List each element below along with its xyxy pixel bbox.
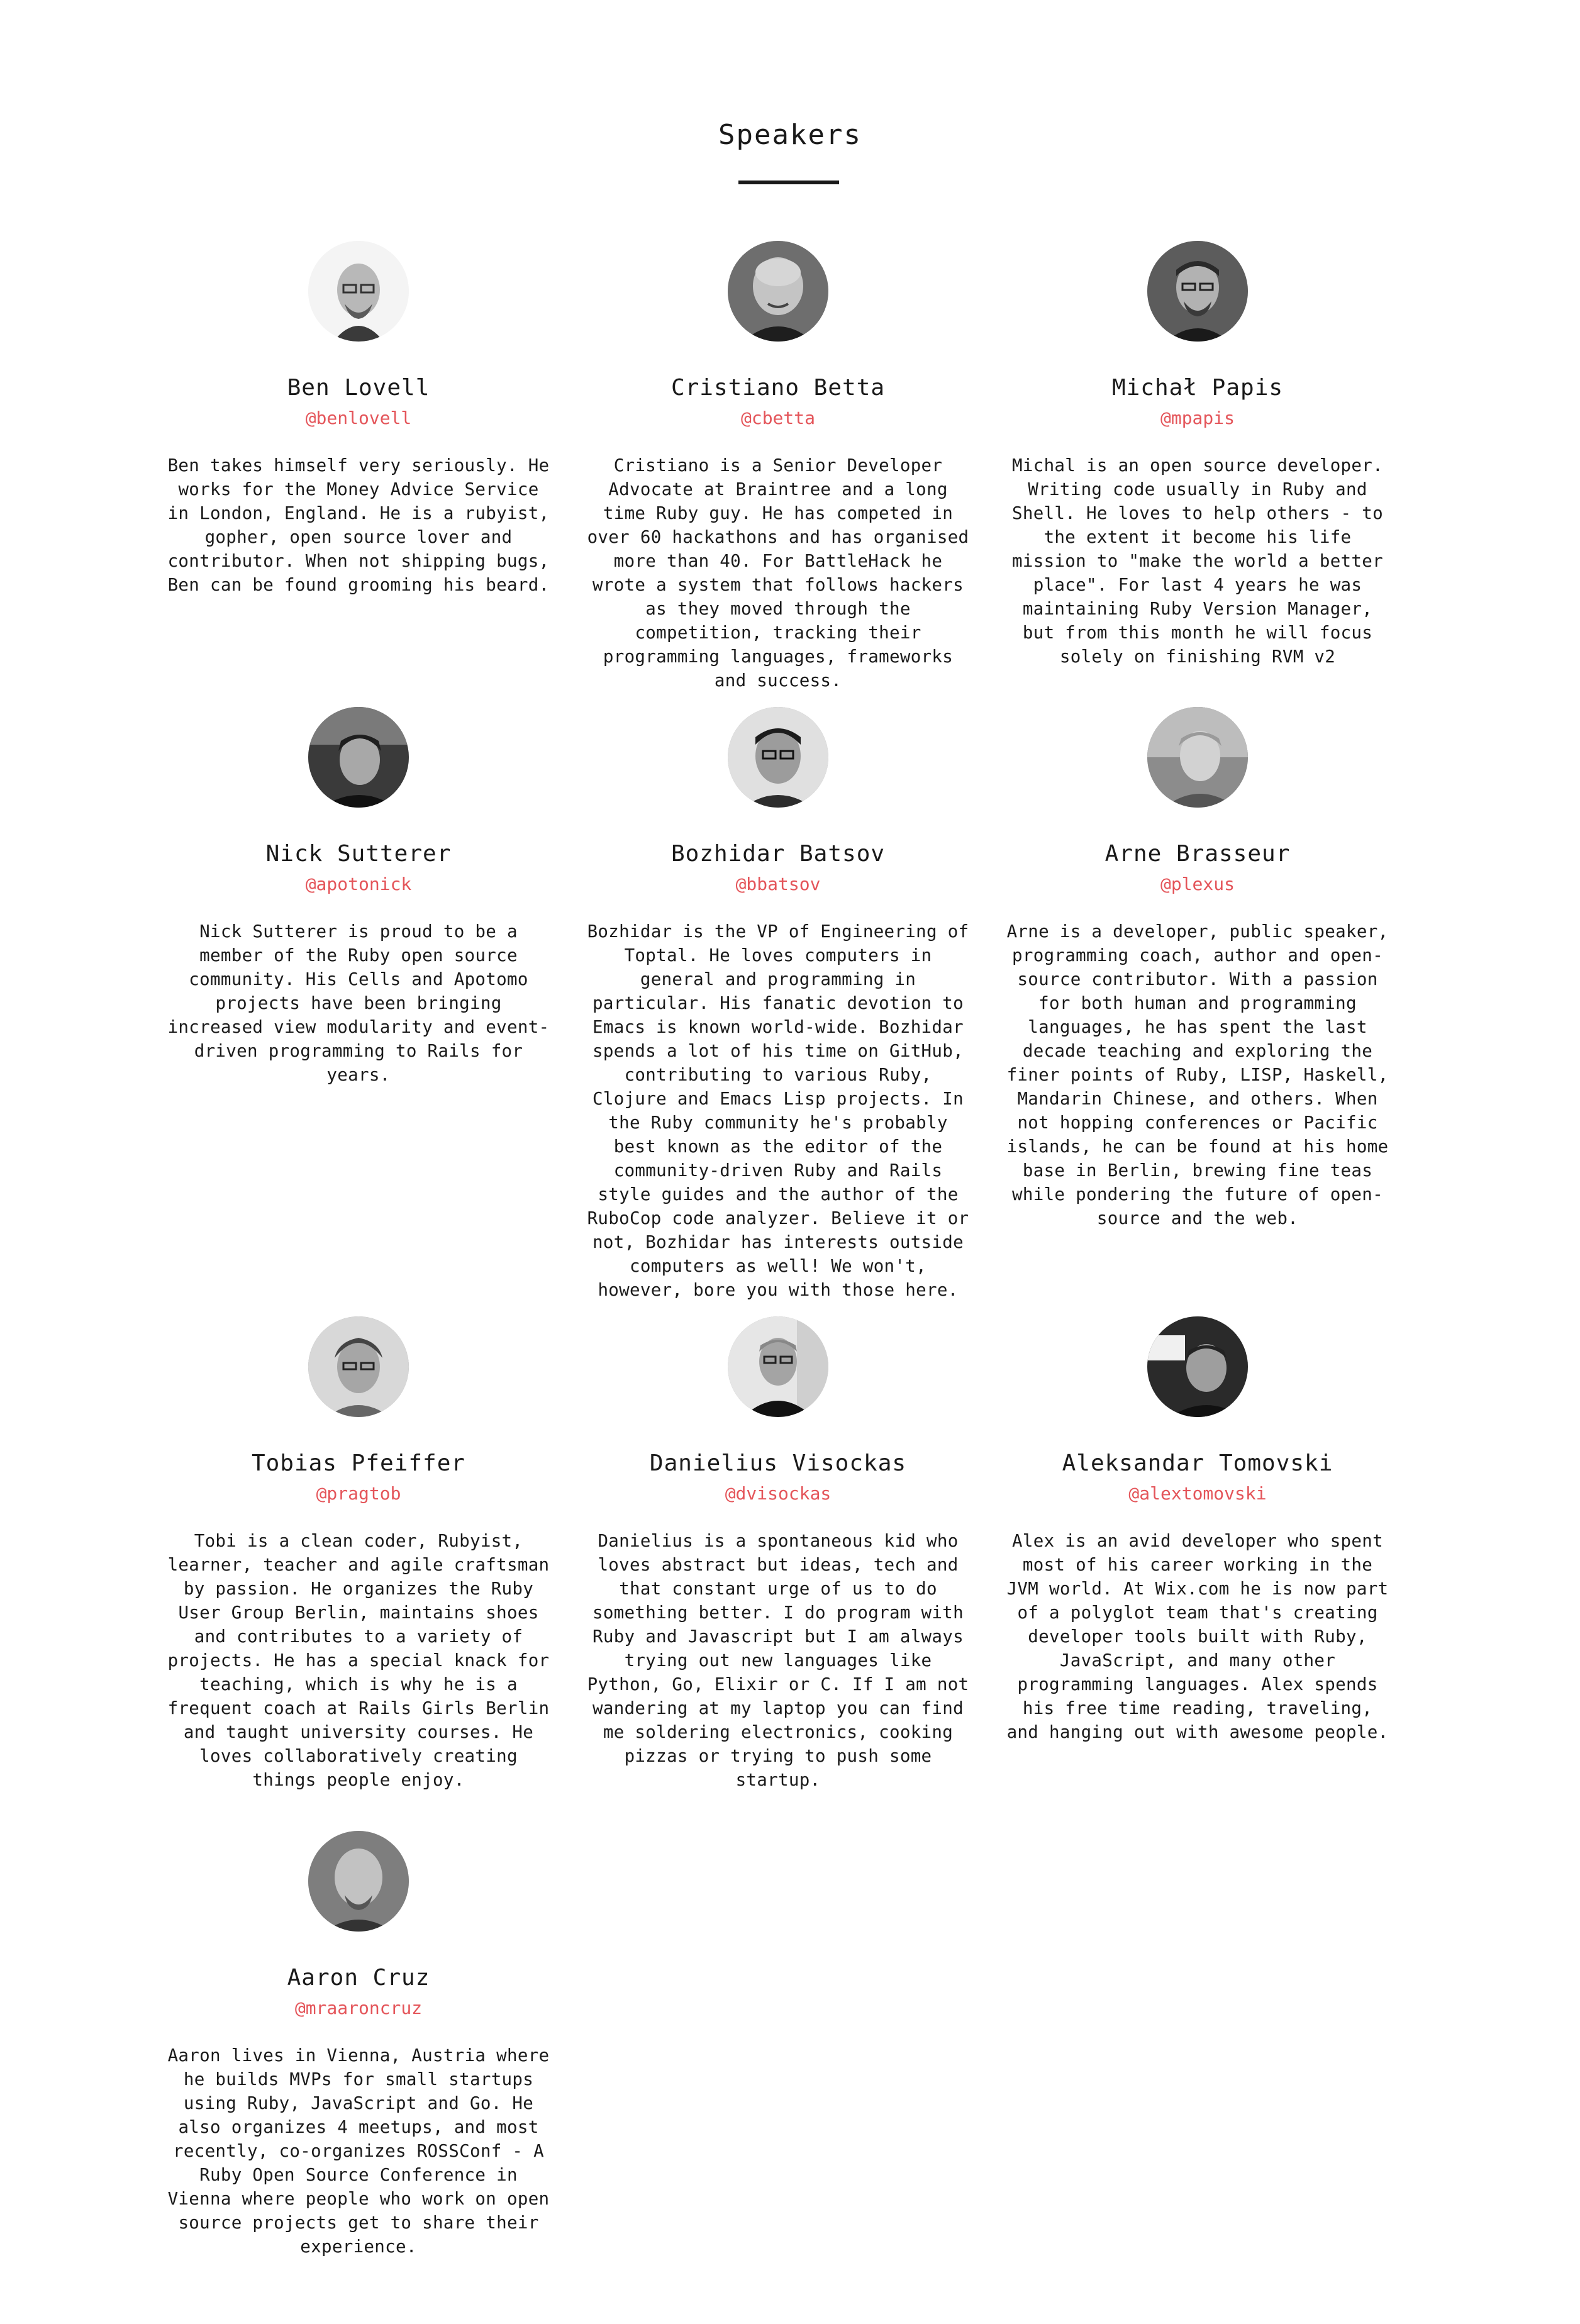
speaker-card <box>583 1316 973 1792</box>
speaker-avatar <box>728 241 828 342</box>
speaker-card <box>1003 707 1393 1230</box>
speaker-handle-link[interactable]: @mraaroncruz <box>294 1998 423 2018</box>
speaker-handle-link[interactable]: @mpapis <box>1160 408 1235 428</box>
speaker-bio: Cristiano is a Senior Developer Advocate at Braintree and a long time Ruby guy. He has competed in over 60 hackathons and has organised more than 40. For BattleHack he wrote a system that follows hackers as they moved through the competition, tracking their programming languages, frameworks and success. <box>587 455 969 691</box>
speaker-avatar <box>1147 707 1248 808</box>
speaker-name: Arne Brasseur <box>1104 841 1291 867</box>
speaker-bio: Nick Sutterer is proud to be a member of the Ruby open source community. His Cells and Apotomo projects have been bringing increased view modularity and event-driven programming to Rails for years. <box>167 921 550 1085</box>
speaker-avatar <box>728 707 828 808</box>
speaker-bio: Ben takes himself very seriously. He works for the Money Advice Service in London, England. He is a rubyist, gopher, open source lover and contributor. When not shipping bugs, Ben can be found grooming his beard. <box>167 455 550 595</box>
speaker-name: Nick Sutterer <box>265 841 452 867</box>
speaker-name: Aaron Cruz <box>287 1965 430 1991</box>
speaker-card <box>164 707 554 1087</box>
speaker-avatar <box>1147 241 1248 342</box>
speaker-name: Bozhidar Batsov <box>670 841 886 867</box>
speaker-name: Tobias Pfeiffer <box>251 1450 466 1476</box>
speaker-bio: Tobi is a clean coder, Rubyist, learner, teacher and agile craftsman by passion. He organizes the Ruby User Group Berlin, maintains shoes and contributes to a variety of projects. He has a special knack for teaching, which is why he is a frequent coach at Rails Girls Berlin and taught university courses. He loves collaboratively creating things people enjoy. <box>167 1531 550 1790</box>
speaker-handle-link[interactable]: @apotonick <box>305 874 412 894</box>
speaker-handle-link[interactable]: @alextomovski <box>1128 1483 1267 1504</box>
speaker-name: Danielius Visockas <box>649 1450 907 1476</box>
speaker-avatar <box>1147 1316 1248 1417</box>
speaker-bio: Michal is an open source developer. Writing code usually in Ruby and Shell. He loves to help others - to the extent it become his life mission to "make the world a better place". For last 4 years he was maintaining Ruby Version Manager, but from this month he will focus solely on finishing RVM v2 <box>1012 455 1383 667</box>
speaker-handle-link[interactable]: @pragtob <box>316 1483 401 1504</box>
speaker-bio: Aaron lives in Vienna, Austria where he builds MVPs for small startups using Ruby, JavaScript and Go. He also organizes 4 meetups, and most recently, co-organizes ROSSConf - A Ruby Open Source Conference in Vienna where people who work on open source projects get to share their experience. <box>167 2045 550 2257</box>
speaker-handle-link[interactable]: @benlovell <box>305 408 412 428</box>
speaker-bio: Alex is an avid developer who spent most of his career working in the JVM world. At Wix.com he is now part of a polyglot team that's creating developer tools built with Ruby, JavaScript, and many other programming languages. Alex spends his free time reading, traveling, and hanging out with awesome people. <box>1006 1531 1389 1742</box>
speaker-name: Michał Papis <box>1111 375 1284 401</box>
speaker-card <box>583 241 973 692</box>
section-title: Speakers <box>718 119 862 151</box>
speaker-handle-link[interactable]: @cbetta <box>740 408 815 428</box>
speaker-bio: Bozhidar is the VP of Engineering of Toptal. He loves computers in general and programming in particular. His fanatic devotion to Emacs is known world-wide. Bozhidar spends a lot of his time on GitHub, contributing to various Ruby, Clojure and Emacs Lisp projects. In the Ruby community he's probably best known as the editor of the community-driven Ruby and Rails style guides and the author of the RuboCop code analyzer. Believe it or not, Bozhidar has interests outside computers as well! We won't, however, bore you with those here. <box>587 921 969 1300</box>
speaker-avatar <box>308 1831 409 1932</box>
speaker-avatar <box>308 241 409 342</box>
speaker-card <box>583 707 973 1302</box>
speaker-bio: Danielius is a spontaneous kid who loves abstract but ideas, tech and that constant urge of us to do something better. I do program with Ruby and Javascript but I am always trying out new languages like Python, Go, Elixir or C. If I am not wandering at my laptop you can find me soldering electronics, cooking pizzas or trying to push some startup. <box>587 1531 969 1790</box>
speaker-name: Aleksandar Tomovski <box>1062 1450 1333 1476</box>
speaker-card <box>164 1831 554 2259</box>
speaker-handle-link[interactable]: @plexus <box>1160 874 1235 894</box>
speaker-card <box>164 241 554 597</box>
speaker-bio: Arne is a developer, public speaker, programming coach, author and open-source contributor. With a passion for both human and programming languages, he has spent the last decade teaching and exploring the finer points of Ruby, LISP, Haskell, Mandarin Chinese, and others. When not hopping conferences or Pacific islands, he can be found at his home base in Berlin, brewing fine teas while pondering the future of open-source and the web. <box>1006 921 1389 1228</box>
speaker-handle-link[interactable]: @bbatsov <box>735 874 821 894</box>
speaker-avatar <box>308 707 409 808</box>
title-divider <box>738 181 839 184</box>
speaker-handle-link[interactable]: @dvisockas <box>725 1483 832 1504</box>
speaker-avatar <box>728 1316 828 1417</box>
speaker-card <box>1003 241 1393 669</box>
speaker-card <box>164 1316 554 1792</box>
speaker-card <box>1003 1316 1393 1744</box>
speaker-avatar <box>308 1316 409 1417</box>
speaker-name: Cristiano Betta <box>670 375 886 401</box>
speaker-name: Ben Lovell <box>287 375 430 401</box>
